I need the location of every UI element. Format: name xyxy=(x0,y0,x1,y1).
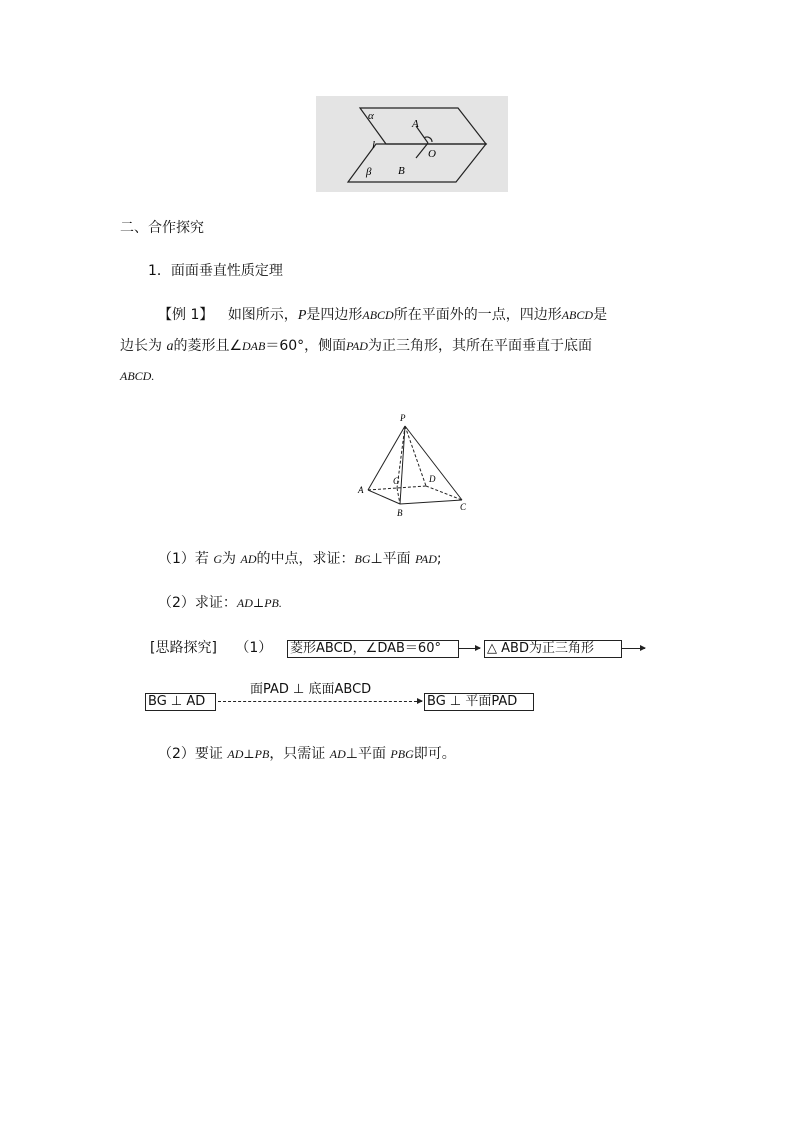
flow-box-bg-ad: BG ⊥ AD xyxy=(145,693,216,711)
flow-middle-label: 面PAD ⊥ 底面ABCD xyxy=(250,682,372,697)
segment-OB xyxy=(416,143,428,158)
text: ⊥平面 xyxy=(370,551,416,567)
flow-box-bg-plane: BG ⊥ 平面PAD xyxy=(424,693,534,711)
label-beta: β xyxy=(366,166,372,178)
planes-diagram xyxy=(316,96,508,192)
edge-PD xyxy=(405,426,426,486)
var-DAB: DAB xyxy=(242,339,266,353)
figure-planes xyxy=(316,96,508,192)
label-D: D xyxy=(429,474,436,484)
label-B: B xyxy=(398,165,405,177)
analysis-label xyxy=(150,638,272,658)
edge-PC xyxy=(405,426,462,500)
expr: AD⊥PB. xyxy=(236,596,282,610)
flow-dashed-arrow xyxy=(218,701,422,702)
flow-arrow xyxy=(621,648,645,649)
edge-AB xyxy=(368,490,400,504)
text: 如图所示， xyxy=(227,307,298,323)
label-l: l xyxy=(372,139,376,151)
flow-arrow xyxy=(458,648,480,649)
var-ABCD: ABCD xyxy=(362,308,394,322)
text: 的菱形且∠ xyxy=(173,338,243,354)
pyramid-diagram xyxy=(352,410,478,522)
var-PAD: PAD xyxy=(346,339,368,353)
text: 是 xyxy=(593,307,608,323)
text: 是四边形 xyxy=(306,307,363,323)
analysis-tag: [思路探究] xyxy=(150,640,217,656)
label-O: O xyxy=(428,148,436,160)
label-A: A xyxy=(412,118,419,130)
label-G: G xyxy=(393,476,400,486)
question-1 xyxy=(158,549,442,569)
label-B: B xyxy=(397,508,403,518)
flow-box-rhombus: 菱形ABCD，∠DAB＝60° xyxy=(287,640,459,658)
expr: PBG xyxy=(390,747,414,761)
flow-box-triangle: △ ABD为正三角形 xyxy=(484,640,622,658)
expr: AD⊥PB xyxy=(227,747,270,761)
text: 即可。 xyxy=(413,746,456,762)
edge-GB xyxy=(397,488,400,504)
text: ⊥平面 xyxy=(345,746,391,762)
text: （2）求证： xyxy=(158,595,237,611)
plane-alpha xyxy=(360,108,486,144)
text: 的中点，求证： xyxy=(256,551,355,567)
subsection-title: 1．面面垂直性质定理 xyxy=(148,263,283,279)
example-line-2 xyxy=(120,336,592,357)
var-P: P xyxy=(297,308,307,323)
label-alpha: α xyxy=(368,110,374,122)
example-line-1 xyxy=(158,305,607,326)
text: ＝60°，侧面 xyxy=(265,338,347,354)
example-tag: 【例 1】 xyxy=(158,307,214,323)
edge-BC xyxy=(400,500,462,504)
section-title: 二、合作探究 xyxy=(120,220,204,236)
label-C: C xyxy=(460,502,467,512)
var-ABCD: ABCD xyxy=(561,308,594,322)
figure-pyramid xyxy=(352,410,478,522)
text: 为 xyxy=(222,551,241,567)
expr: AD xyxy=(329,747,346,761)
example-line-3: ABCD. xyxy=(120,369,155,383)
text: 为正三角形，其所在平面垂直于底面 xyxy=(367,338,592,354)
edge-PB xyxy=(400,426,405,504)
text: ，只需证 xyxy=(269,746,330,762)
text: ; xyxy=(436,551,442,567)
question-2 xyxy=(158,593,282,613)
label-P: P xyxy=(400,413,406,423)
var-BG: BG xyxy=(354,552,371,566)
var-G: G xyxy=(213,552,223,566)
label-A: A xyxy=(358,485,364,495)
var-AD: AD xyxy=(240,552,257,566)
text: 所在平面外的一点，四边形 xyxy=(393,307,562,323)
text: （1） xyxy=(235,640,273,656)
text: 边长为 xyxy=(120,338,167,354)
var-a: a xyxy=(166,339,174,354)
var-PAD: PAD xyxy=(415,552,437,566)
text: （2）要证 xyxy=(158,746,228,762)
text: （1）若 xyxy=(158,551,214,567)
question-2-hint xyxy=(158,744,456,764)
